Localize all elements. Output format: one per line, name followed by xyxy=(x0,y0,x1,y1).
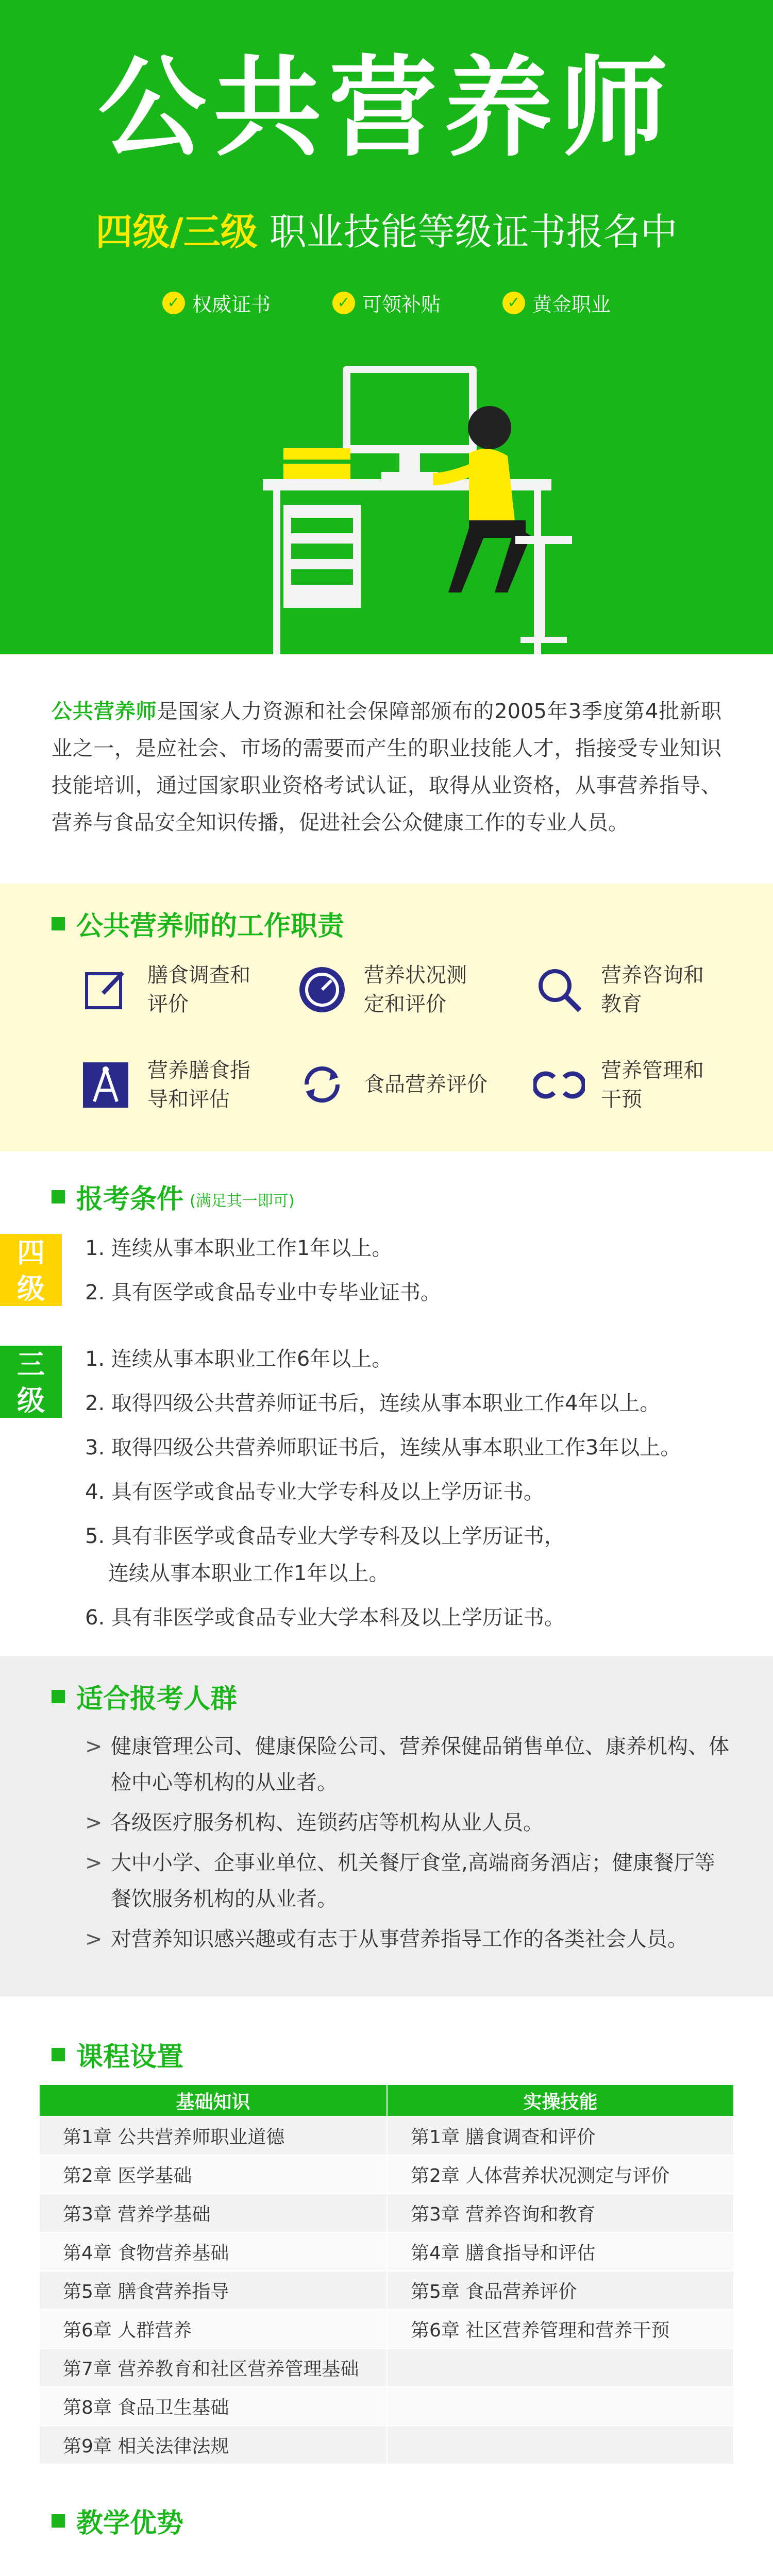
list-item: > 各级医疗服务机构、连锁药店等机构从业人员。 xyxy=(85,1805,734,1841)
table-row xyxy=(39,2194,734,2232)
level4-tag xyxy=(0,1234,62,1306)
badge-career xyxy=(502,289,611,317)
duty-label: 营养咨询和教育 xyxy=(601,963,704,1016)
column-header-basic: 基础知识 xyxy=(39,2084,387,2116)
table-row xyxy=(39,2116,734,2155)
duty-label: 营养管理和干预 xyxy=(601,1059,704,1111)
intro-paragraph xyxy=(52,693,721,841)
badge-authority xyxy=(162,289,271,317)
check-icon: ✓ xyxy=(502,292,525,314)
badge-label: 权威证书 xyxy=(192,293,271,316)
duty-item xyxy=(77,961,250,1019)
heading-marker-icon xyxy=(52,917,65,930)
table-row xyxy=(39,2310,734,2348)
table-row xyxy=(39,2426,734,2464)
duty-item xyxy=(531,961,704,1019)
course-basic-cell: 第9章 相关法律法规 xyxy=(39,2426,387,2464)
duties-section xyxy=(0,884,773,1151)
duty-item xyxy=(77,1056,250,1114)
subtitle-text: 职业技能等级证书报名中 xyxy=(269,210,678,253)
course-practice-cell xyxy=(387,2348,734,2387)
condition-item: 1. 连续从事本职业工作6年以上。 xyxy=(85,1347,393,1371)
condition-item: 1. 连续从事本职业工作1年以上。 xyxy=(85,1236,393,1260)
table-row xyxy=(39,2232,734,2271)
table-header-row xyxy=(39,2084,734,2116)
refresh-icon xyxy=(294,1056,350,1113)
heading-marker-icon xyxy=(52,2048,65,2061)
course-basic-cell: 第3章 营养学基础 xyxy=(39,2194,387,2232)
heading-marker-icon xyxy=(52,1190,65,1204)
edit-icon xyxy=(77,961,134,1018)
courses-heading xyxy=(52,2035,183,2074)
course-basic-cell: 第1章 公共营养师职业道德 xyxy=(39,2116,387,2155)
course-basic-cell: 第7章 营养教育和社区营养管理基础 xyxy=(39,2348,387,2387)
study-illustration xyxy=(227,350,587,654)
duty-label: 营养膳食指导和评估 xyxy=(147,1059,250,1111)
conditions-note: (满足其一即可) xyxy=(190,1192,295,1210)
level3-tag-text: 三级 xyxy=(17,1348,45,1417)
course-practice-cell: 第5章 食品营养评价 xyxy=(387,2271,734,2310)
condition-item: 连续从事本职业工作1年以上。 xyxy=(108,1562,390,1585)
condition-item: 2. 取得四级公共营养师证书后，连续从事本职业工作4年以上。 xyxy=(85,1392,661,1415)
badge-label: 可领补贴 xyxy=(362,293,441,316)
course-basic-cell: 第6章 人群营养 xyxy=(39,2310,387,2348)
course-practice-cell: 第2章 人体营养状况测定与评价 xyxy=(387,2155,734,2194)
target-heading-text: 适合报考人群 xyxy=(76,1684,238,1715)
heading-marker-icon xyxy=(52,2514,65,2528)
course-table-body xyxy=(39,2116,734,2464)
search-icon xyxy=(531,961,587,1018)
duty-label: 膳食调查和评价 xyxy=(147,963,250,1016)
intro-text: 是国家人力资源和社会保障部颁布的2005年3季度第4批新职业之一，是应社会、市场的需要而产生的职业技能人才，指接受专业知识技能培训，通过国家职业资格考试认证，取得从业资格，从事营养指导、营养与食品安全知识传播，促进社会公众健康工作的专业人员。 xyxy=(52,700,722,835)
duty-item xyxy=(294,961,467,1019)
level3-tag xyxy=(0,1346,62,1418)
column-header-practice: 实操技能 xyxy=(387,2084,734,2116)
course-basic-cell: 第8章 食品卫生基础 xyxy=(39,2387,387,2426)
level4-tag-text: 四级 xyxy=(17,1236,45,1305)
list-item: > 对营养知识感兴趣或有志于从事营养指导工作的各类社会人员。 xyxy=(85,1921,734,1957)
table-row xyxy=(39,2387,734,2426)
hero-banner xyxy=(0,0,773,654)
advantages-heading xyxy=(52,2501,183,2540)
condition-item: 2. 具有医学或食品专业中专毕业证书。 xyxy=(85,1281,441,1304)
duties-heading xyxy=(52,904,344,943)
condition-item: 6. 具有非医学或食品专业大学本科及以上学历证书。 xyxy=(85,1606,565,1630)
level3-conditions xyxy=(85,1337,681,1640)
course-practice-cell: 第4章 膳食指导和评估 xyxy=(387,2232,734,2271)
duty-item xyxy=(294,1056,498,1113)
table-row xyxy=(39,2155,734,2194)
target-heading xyxy=(52,1677,237,1716)
course-practice-cell: 第1章 膳食调查和评价 xyxy=(387,2116,734,2155)
course-practice-cell: 第3章 营养咨询和教育 xyxy=(387,2194,734,2232)
table-row xyxy=(39,2348,734,2387)
condition-item: 5. 具有非医学或食品专业大学专科及以上学历证书， xyxy=(85,1524,565,1548)
duty-label: 营养状况测定和评价 xyxy=(364,963,467,1016)
level-highlight: 四级/三级 xyxy=(95,210,258,253)
course-practice-cell xyxy=(387,2387,734,2426)
list-item: > 大中小学、企事业单位、机关餐厅食堂,高端商务酒店；健康餐厅等餐饮服务机构的从业者。 xyxy=(85,1845,734,1917)
intro-brand: 公共营养师 xyxy=(52,700,157,723)
gauge-icon xyxy=(294,961,350,1018)
duties-heading-text: 公共营养师的工作职责 xyxy=(76,911,345,942)
condition-item: 4. 具有医学或食品专业大学专科及以上学历证书。 xyxy=(85,1480,544,1504)
target-list xyxy=(85,1728,734,1961)
condition-item: 3. 取得四级公共营养师职证书后，连续从事本职业工作3年以上。 xyxy=(85,1436,681,1460)
page-title: 公共营养师 xyxy=(97,45,675,171)
check-icon: ✓ xyxy=(332,292,355,314)
course-practice-cell: 第6章 社区营养管理和营养干预 xyxy=(387,2310,734,2348)
level4-conditions xyxy=(85,1226,441,1315)
link-icon xyxy=(531,1057,587,1113)
course-basic-cell: 第2章 医学基础 xyxy=(39,2155,387,2194)
advantages-heading-text: 教学优势 xyxy=(76,2508,184,2539)
list-item: > 健康管理公司、健康保险公司、营养保健品销售单位、康养机构、体检中心等机构的从业者。 xyxy=(85,1728,734,1801)
course-basic-cell: 第5章 膳食营养指导 xyxy=(39,2271,387,2310)
conditions-heading xyxy=(52,1177,294,1216)
course-practice-cell xyxy=(387,2426,734,2464)
courses-heading-text: 课程设置 xyxy=(76,2042,184,2073)
course-table xyxy=(39,2084,734,2465)
compass-icon xyxy=(77,1057,134,1113)
heading-marker-icon xyxy=(52,1690,65,1703)
table-row xyxy=(39,2271,734,2310)
duty-label: 食品营养评价 xyxy=(364,1073,488,1096)
conditions-heading-text: 报考条件 xyxy=(76,1184,184,1215)
badge-subsidy xyxy=(332,289,441,317)
check-icon: ✓ xyxy=(162,292,185,314)
badge-row xyxy=(0,289,773,317)
hero-subtitle xyxy=(0,206,773,258)
duty-item xyxy=(531,1056,704,1114)
badge-label: 黄金职业 xyxy=(532,293,611,316)
course-basic-cell: 第4章 食物营养基础 xyxy=(39,2232,387,2271)
